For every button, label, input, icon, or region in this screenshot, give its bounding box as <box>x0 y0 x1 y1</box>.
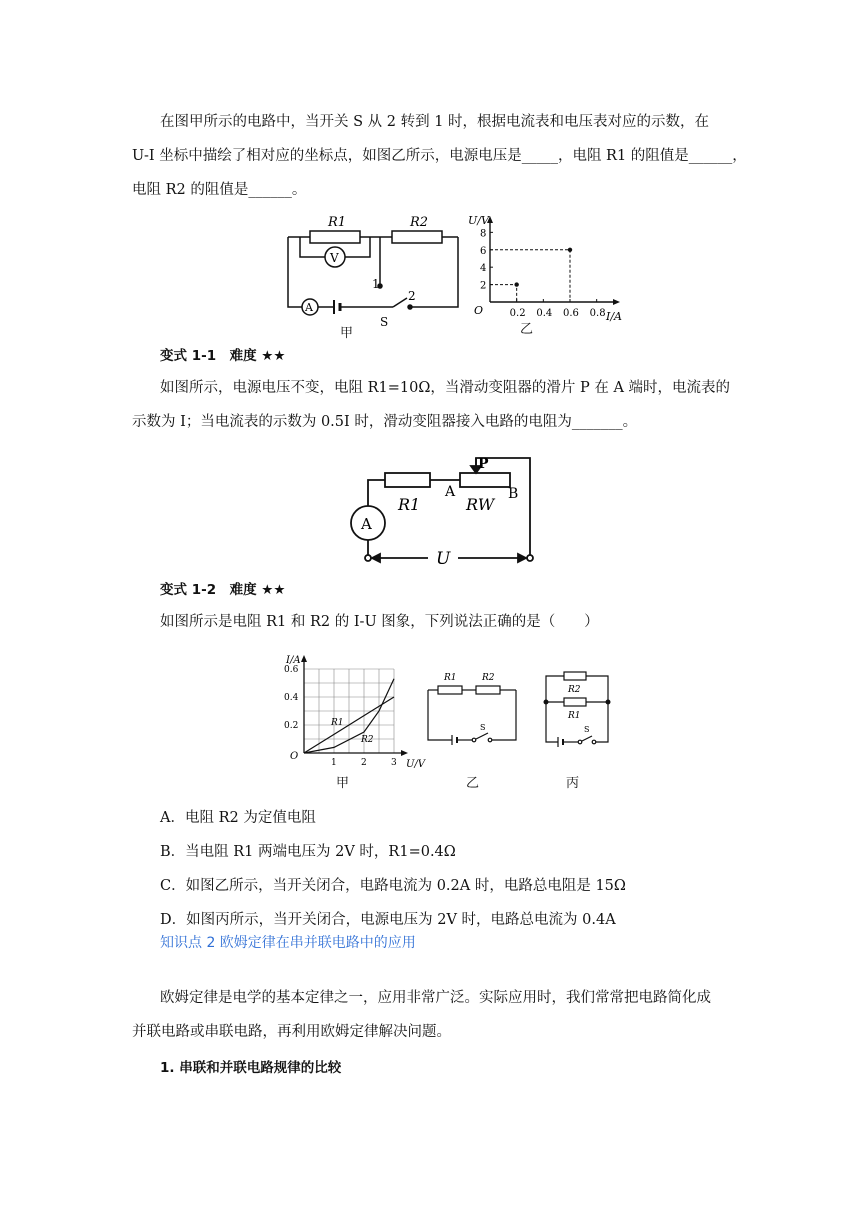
v11-line2: 示数为 I；当电流表的示数为 0.5I 时，滑动变阻器接入电路的电阻为_______。 <box>132 414 638 430</box>
v11-a-end-label: A <box>445 484 456 500</box>
x-tick-label: 1 <box>331 758 337 768</box>
v11-b-end-label: B <box>508 486 519 502</box>
data-point <box>514 282 518 286</box>
y-tick-label: 8 <box>480 228 487 240</box>
q1-r1-label: R1 <box>328 215 347 230</box>
origin-label: O <box>290 751 299 762</box>
kp2-subheading: 1. 串联和并联电路规律的比较 <box>160 1060 342 1076</box>
q1-line2: U-I 坐标中描绘了相对应的坐标点，如图乙所示，电源电压是_____，电阻 R1 的阻值是______， <box>132 148 747 164</box>
v11-voltage-label: U <box>436 549 451 569</box>
y-axis-label: U/V <box>468 214 489 227</box>
q1-ammeter-label: A <box>305 301 313 314</box>
v12-series-circuit <box>420 660 520 750</box>
x-tick-label: 3 <box>391 758 397 768</box>
v12-option-d: D．如图丙所示，当开关闭合，电源电压为 2V 时，电路总电流为 0.4A <box>160 912 616 928</box>
q1-line1: 在图甲所示的电路中，当开关 S 从 2 转到 1 时，根据电流表和电压表对应的示数，在 <box>160 114 710 130</box>
q1-circuit-diagram <box>280 212 470 337</box>
x-axis-arrow <box>401 750 408 756</box>
kp2-title: 知识点 2 欧姆定律在串并联电路中的应用 <box>160 935 416 951</box>
v11-ammeter-label: A <box>361 515 372 533</box>
guide-line <box>490 250 570 302</box>
v12-caption-bing: 丙 <box>566 776 580 791</box>
v12-bing-r2-label: R2 <box>568 685 581 695</box>
q1-switch-pos2: 2 <box>408 289 416 303</box>
v11-r1-label: R1 <box>398 495 421 514</box>
v12-parallel-circuit <box>538 666 618 756</box>
kp2-para-line1: 欧姆定律是电学的基本定律之一，应用非常广泛。实际应用时，我们常常把电路简化成 <box>160 990 711 1006</box>
origin-label: O <box>474 304 484 317</box>
q1-fig-left-caption: 甲 <box>340 326 354 341</box>
x-tick-label: 0.6 <box>563 308 579 319</box>
guide-line <box>490 285 517 302</box>
x-tick-label: 0.8 <box>589 308 606 319</box>
v11-heading: 变式 1-1 难度 ★★ <box>160 348 286 364</box>
v12-caption-yi: 乙 <box>466 776 480 791</box>
v12-question: 如图所示是电阻 R1 和 R2 的 I-U 图象，下列说法正确的是（ ） <box>160 614 599 630</box>
x-axis-arrow <box>613 299 620 305</box>
v12-yi-r2-label: R2 <box>482 673 495 683</box>
y-axis-label: I/A <box>286 655 301 666</box>
series-label-r1: R1 <box>331 718 344 728</box>
kp2-para-line2: 并联电路或串联电路，再利用欧姆定律解决问题。 <box>132 1024 451 1040</box>
y-tick-label: 0.6 <box>284 665 299 675</box>
v12-iu-chart <box>282 646 426 771</box>
v12-caption-jia: 甲 <box>336 776 350 791</box>
q1-switch-label: S <box>380 315 389 329</box>
v12-option-c: C．如图乙所示，当开关闭合，电路电流为 0.2A 时，电路总电阻是 15Ω <box>160 878 626 894</box>
v12-yi-r1-label: R1 <box>444 673 457 683</box>
y-tick-label: 4 <box>480 263 487 275</box>
v12-yi-switch-label: S <box>480 723 486 732</box>
x-axis-label: U/V <box>406 759 426 770</box>
v12-bing-r1-label: R1 <box>568 711 581 721</box>
v11-slider-label: P <box>478 456 489 472</box>
v11-circuit-diagram <box>330 440 550 570</box>
data-point <box>568 248 572 252</box>
v12-bing-switch-label: S <box>584 725 590 734</box>
x-axis-label: I/A <box>606 310 622 323</box>
q1-ui-chart <box>462 214 622 334</box>
y-tick-label: 0.2 <box>284 721 299 731</box>
x-tick-label: 2 <box>361 758 367 768</box>
x-tick-label: 0.2 <box>509 308 526 319</box>
v12-option-a: A．电阻 R2 为定值电阻 <box>160 810 316 826</box>
q1-r2-label: R2 <box>410 215 429 230</box>
y-tick-label: 2 <box>480 280 487 292</box>
x-tick-label: 0.4 <box>536 308 553 319</box>
q1-line3: 电阻 R2 的阻值是______。 <box>132 182 307 198</box>
v11-line1: 如图所示，电源电压不变，电阻 R1=10Ω，当滑动变阻器的滑片 P 在 A 端时，电流表的 <box>160 380 731 396</box>
y-axis-arrow <box>301 655 307 662</box>
v11-rw-label: RW <box>466 495 495 514</box>
q1-fig-right-caption: 乙 <box>520 322 534 337</box>
q1-voltmeter-label: V <box>330 251 339 265</box>
v12-option-b: B．当电阻 R1 两端电压为 2V 时，R1=0.4Ω <box>160 844 456 860</box>
q1-switch-pos1: 1 <box>372 277 380 291</box>
v12-heading: 变式 1-2 难度 ★★ <box>160 582 286 598</box>
series-label-r2: R2 <box>361 734 374 745</box>
y-tick-label: 6 <box>480 245 487 257</box>
y-tick-label: 0.4 <box>284 693 299 703</box>
